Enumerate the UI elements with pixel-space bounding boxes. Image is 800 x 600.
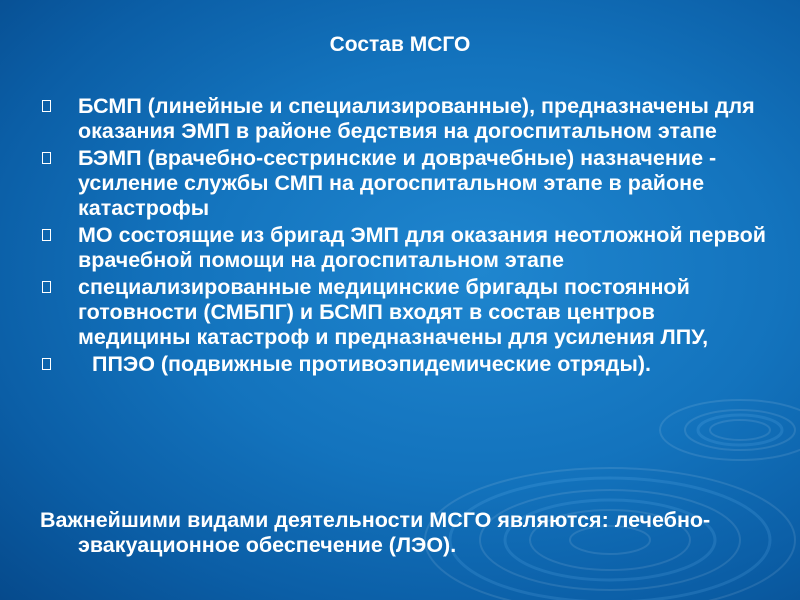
list-item-text: БЭМП (врачебно-сестринские и доврачебные) назначение - усиление службы СМП на догоспитальном этапе в районе катастрофы (78, 146, 717, 220)
square-bullet-icon (42, 229, 51, 241)
list-item (40, 146, 770, 221)
slide-title: Состав МСГО (329, 33, 471, 56)
square-bullet-icon (42, 152, 51, 164)
square-bullet-icon (42, 358, 51, 370)
summary-text: Важнейшими видами деятельности МСГО являются: лечебно-эвакуационное обеспечение (ЛЭО). (40, 508, 711, 557)
list-item-text: БСМП (линейные и специализированные), предназначены для оказания ЭМП в районе бедствия на догоспитальном этапе (78, 94, 755, 143)
list-item (40, 275, 770, 350)
bullet-list (40, 94, 770, 379)
list-item-text: специализированные медицинские бригады постоянной готовности (СМБПГ) и БСМП входят в состав центров медицины катастроф и предназначены для усиления ЛПУ, (78, 275, 709, 349)
list-item (40, 352, 770, 377)
square-bullet-icon (42, 281, 51, 293)
list-item-text: ППЭО (подвижные противоэпидемические отряды). (92, 352, 651, 376)
list-item (40, 223, 770, 273)
list-item (40, 94, 770, 144)
list-item-text: МО состоящие из бригад ЭМП для оказания неотложной первой врачебной помощи на догоспитальном этапе (78, 223, 766, 272)
square-bullet-icon (42, 100, 51, 112)
